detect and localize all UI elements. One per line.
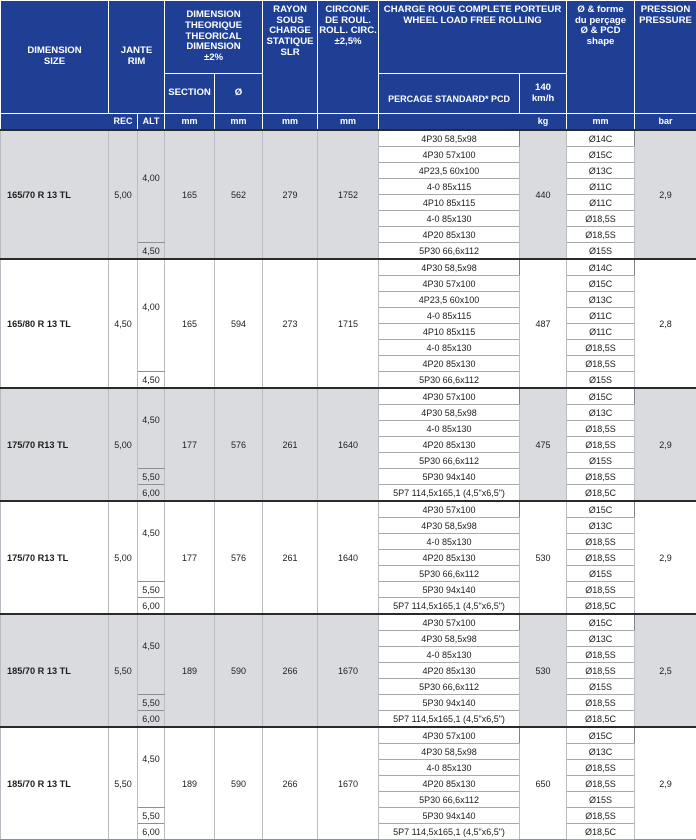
rim-alternative: 4,00 bbox=[138, 130, 165, 243]
unit-mm: mm bbox=[318, 114, 379, 131]
header-jante-rim: JANTE RIM bbox=[109, 1, 165, 114]
pcd-value: 5P7 114,5x165,1 (4,5"x6,5") bbox=[379, 711, 520, 728]
size-group bbox=[1, 388, 696, 501]
rim-alternative: 4,50 bbox=[138, 727, 165, 808]
pcd-shape: Ø11C bbox=[567, 179, 635, 195]
pcd-shape: Ø15S bbox=[567, 792, 635, 808]
rim-recommended: 4,50 bbox=[109, 259, 138, 388]
pcd-shape: Ø13C bbox=[567, 163, 635, 179]
pcd-value: 5P7 114,5x165,1 (4,5"x6,5") bbox=[379, 598, 520, 615]
rim-recommended: 5,50 bbox=[109, 614, 138, 727]
pressure-value: 2,9 bbox=[635, 130, 696, 259]
pcd-shape: Ø18,5S bbox=[567, 437, 635, 453]
pcd-shape: Ø11C bbox=[567, 324, 635, 340]
tire-size: 175/70 R13 TL bbox=[1, 388, 109, 501]
pcd-value: 5P30 66,6x112 bbox=[379, 372, 520, 389]
pcd-shape: Ø18,5C bbox=[567, 598, 635, 615]
overall-diameter: 594 bbox=[215, 259, 263, 388]
rim-alternative: 5,50 bbox=[138, 695, 165, 711]
pcd-value: 4P20 85x130 bbox=[379, 663, 520, 679]
pcd-shape: Ø18,5S bbox=[567, 582, 635, 598]
pcd-shape: Ø18,5S bbox=[567, 760, 635, 776]
rim-alternative: 4,50 bbox=[138, 243, 165, 260]
pcd-shape: Ø18,5S bbox=[567, 808, 635, 824]
table-row bbox=[1, 727, 696, 744]
rim-alternative: 4,50 bbox=[138, 388, 165, 469]
static-loaded-radius: 266 bbox=[263, 727, 318, 840]
pcd-shape: Ø11C bbox=[567, 195, 635, 211]
static-loaded-radius: 261 bbox=[263, 501, 318, 614]
pcd-shape: Ø18,5S bbox=[567, 211, 635, 227]
pcd-value: 5P30 94x140 bbox=[379, 469, 520, 485]
rim-recommended: 5,00 bbox=[109, 130, 138, 259]
size-group bbox=[1, 501, 696, 614]
pcd-shape: Ø18,5S bbox=[567, 469, 635, 485]
static-loaded-radius: 261 bbox=[263, 388, 318, 501]
size-group bbox=[1, 259, 696, 388]
pcd-shape: Ø18,5C bbox=[567, 711, 635, 728]
pressure-value: 2,8 bbox=[635, 259, 696, 388]
pcd-value: 4-0 85x130 bbox=[379, 211, 520, 227]
wheel-load: 487 bbox=[520, 259, 567, 388]
pcd-shape: Ø15C bbox=[567, 276, 635, 292]
tire-size: 165/70 R 13 TL bbox=[1, 130, 109, 259]
pcd-value: 5P30 66,6x112 bbox=[379, 792, 520, 808]
pressure-value: 2,9 bbox=[635, 727, 696, 840]
rim-recommended: 5,50 bbox=[109, 727, 138, 840]
static-loaded-radius: 266 bbox=[263, 614, 318, 727]
pcd-shape: Ø18,5S bbox=[567, 663, 635, 679]
pcd-value: 4P30 58,5x98 bbox=[379, 130, 520, 147]
rim-alternative: 6,00 bbox=[138, 485, 165, 502]
section-width: 165 bbox=[165, 259, 215, 388]
pcd-shape: Ø18,5S bbox=[567, 227, 635, 243]
pcd-value: 4P10 85x115 bbox=[379, 324, 520, 340]
pcd-shape: Ø15C bbox=[567, 727, 635, 744]
rolling-circumference: 1670 bbox=[318, 614, 379, 727]
pcd-value: 5P7 114,5x165,1 (4,5"x6,5") bbox=[379, 824, 520, 840]
wheel-load: 530 bbox=[520, 501, 567, 614]
rim-alternative: 4,00 bbox=[138, 259, 165, 372]
pcd-value: 5P30 66,6x112 bbox=[379, 453, 520, 469]
rim-alternative: 6,00 bbox=[138, 711, 165, 728]
pcd-value: 5P30 94x140 bbox=[379, 582, 520, 598]
tire-size: 165/80 R 13 TL bbox=[1, 259, 109, 388]
pcd-value: 4-0 85x115 bbox=[379, 179, 520, 195]
pcd-shape: Ø18,5S bbox=[567, 695, 635, 711]
rim-alternative: 4,50 bbox=[138, 372, 165, 389]
rim-alternative: 4,50 bbox=[138, 614, 165, 695]
pcd-value: 5P7 114,5x165,1 (4,5"x6,5") bbox=[379, 485, 520, 502]
pcd-shape: Ø18,5S bbox=[567, 647, 635, 663]
pcd-value: 5P30 66,6x112 bbox=[379, 679, 520, 695]
pcd-value: 4-0 85x130 bbox=[379, 340, 520, 356]
rim-recommended: 5,00 bbox=[109, 388, 138, 501]
table-row bbox=[1, 614, 696, 631]
pcd-shape: Ø13C bbox=[567, 744, 635, 760]
table-row bbox=[1, 130, 696, 147]
section-width: 189 bbox=[165, 614, 215, 727]
section-width: 165 bbox=[165, 130, 215, 259]
pcd-value: 4P30 58,5x98 bbox=[379, 631, 520, 647]
pressure-value: 2,9 bbox=[635, 388, 696, 501]
static-loaded-radius: 279 bbox=[263, 130, 318, 259]
pcd-shape: Ø15C bbox=[567, 147, 635, 163]
overall-diameter: 590 bbox=[215, 614, 263, 727]
pcd-shape: Ø14C bbox=[567, 259, 635, 276]
pcd-value: 4P30 58,5x98 bbox=[379, 518, 520, 534]
pcd-value: 4P30 57x100 bbox=[379, 388, 520, 405]
pcd-shape: Ø18,5S bbox=[567, 550, 635, 566]
pcd-shape: Ø18,5C bbox=[567, 824, 635, 840]
pcd-shape: Ø15C bbox=[567, 388, 635, 405]
section-width: 189 bbox=[165, 727, 215, 840]
unit-mm: mm bbox=[567, 114, 635, 131]
table-header bbox=[1, 1, 696, 131]
table-row bbox=[1, 388, 696, 405]
wheel-load: 650 bbox=[520, 727, 567, 840]
header-rayon-slr: RAYON SOUS CHARGE STATIQUE SLR bbox=[263, 1, 318, 114]
rim-recommended: 5,00 bbox=[109, 501, 138, 614]
pcd-value: 4P30 57x100 bbox=[379, 727, 520, 744]
header-theoretical-dimension: DIMENSION THEORIQUE THEORICAL DIMENSION ±2% bbox=[165, 1, 263, 74]
wheel-load: 475 bbox=[520, 388, 567, 501]
pcd-shape: Ø18,5S bbox=[567, 776, 635, 792]
size-group bbox=[1, 130, 696, 259]
pcd-shape: Ø13C bbox=[567, 518, 635, 534]
pressure-value: 2,5 bbox=[635, 614, 696, 727]
rim-alternative: 5,50 bbox=[138, 469, 165, 485]
pcd-shape: Ø18,5S bbox=[567, 421, 635, 437]
wheel-load: 440 bbox=[520, 130, 567, 259]
pcd-shape: Ø18,5S bbox=[567, 340, 635, 356]
unit-mm: mm bbox=[215, 114, 263, 131]
section-width: 177 bbox=[165, 388, 215, 501]
pcd-value: 4P23,5 60x100 bbox=[379, 163, 520, 179]
rolling-circumference: 1640 bbox=[318, 388, 379, 501]
pcd-shape: Ø13C bbox=[567, 631, 635, 647]
pcd-value: 4P20 85x130 bbox=[379, 550, 520, 566]
pcd-shape: Ø11C bbox=[567, 308, 635, 324]
tire-size: 175/70 R13 TL bbox=[1, 501, 109, 614]
pcd-value: 5P30 94x140 bbox=[379, 695, 520, 711]
tire-size: 185/70 R 13 TL bbox=[1, 727, 109, 840]
pcd-value: 4-0 85x130 bbox=[379, 534, 520, 550]
rim-alternative: 4,50 bbox=[138, 501, 165, 582]
overall-diameter: 576 bbox=[215, 388, 263, 501]
header-pcd-shape: Ø & forme du perçage Ø & PCD shape bbox=[567, 1, 635, 114]
pcd-value: 4P23,5 60x100 bbox=[379, 292, 520, 308]
pcd-value: 4P30 57x100 bbox=[379, 614, 520, 631]
overall-diameter: 562 bbox=[215, 130, 263, 259]
size-group bbox=[1, 614, 696, 727]
rim-alternative: 6,00 bbox=[138, 824, 165, 840]
header-pcd-standard: PERCAGE STANDARD* PCD bbox=[379, 74, 520, 114]
pcd-shape: Ø15C bbox=[567, 501, 635, 518]
pcd-value: 4P30 58,5x98 bbox=[379, 744, 520, 760]
pcd-shape: Ø15S bbox=[567, 679, 635, 695]
rolling-circumference: 1640 bbox=[318, 501, 379, 614]
rim-alternative: 6,00 bbox=[138, 598, 165, 615]
rolling-circumference: 1715 bbox=[318, 259, 379, 388]
pcd-value: 4P10 85x115 bbox=[379, 195, 520, 211]
wheel-load: 530 bbox=[520, 614, 567, 727]
header-speed: 140 km/h bbox=[520, 74, 567, 114]
pcd-value: 4-0 85x130 bbox=[379, 421, 520, 437]
pcd-value: 4P30 57x100 bbox=[379, 147, 520, 163]
pcd-shape: Ø14C bbox=[567, 130, 635, 147]
unit-mm: mm bbox=[165, 114, 215, 131]
tire-size: 185/70 R 13 TL bbox=[1, 614, 109, 727]
header-section: SECTION bbox=[165, 74, 215, 114]
pcd-value: 5P30 66,6x112 bbox=[379, 566, 520, 582]
pcd-value: 4P30 57x100 bbox=[379, 501, 520, 518]
pcd-shape: Ø13C bbox=[567, 292, 635, 308]
pcd-shape: Ø15S bbox=[567, 453, 635, 469]
pcd-shape: Ø15S bbox=[567, 243, 635, 260]
header-pressure: PRESSION PRESSURE bbox=[635, 1, 696, 114]
rim-alternative: 5,50 bbox=[138, 808, 165, 824]
pcd-value: 4P30 57x100 bbox=[379, 276, 520, 292]
pressure-value: 2,9 bbox=[635, 501, 696, 614]
unit-kg: kg bbox=[520, 114, 567, 131]
overall-diameter: 576 bbox=[215, 501, 263, 614]
header-rec: REC bbox=[109, 114, 138, 131]
unit-mm: mm bbox=[263, 114, 318, 131]
pcd-shape: Ø18,5S bbox=[567, 356, 635, 372]
pcd-value: 4-0 85x115 bbox=[379, 308, 520, 324]
pcd-value: 5P30 94x140 bbox=[379, 808, 520, 824]
overall-diameter: 590 bbox=[215, 727, 263, 840]
pcd-shape: Ø15C bbox=[567, 614, 635, 631]
pcd-value: 4P30 58,5x98 bbox=[379, 259, 520, 276]
pcd-shape: Ø18,5C bbox=[567, 485, 635, 502]
rim-alternative: 5,50 bbox=[138, 582, 165, 598]
header-diameter: Ø bbox=[215, 74, 263, 114]
rolling-circumference: 1670 bbox=[318, 727, 379, 840]
unit-bar: bar bbox=[635, 114, 696, 131]
pcd-shape: Ø15S bbox=[567, 372, 635, 389]
static-loaded-radius: 273 bbox=[263, 259, 318, 388]
pcd-value: 4-0 85x130 bbox=[379, 760, 520, 776]
pcd-value: 4P20 85x130 bbox=[379, 227, 520, 243]
pcd-shape: Ø13C bbox=[567, 405, 635, 421]
pcd-value: 4P20 85x130 bbox=[379, 356, 520, 372]
pcd-value: 4P20 85x130 bbox=[379, 437, 520, 453]
header-alt: ALT bbox=[138, 114, 165, 131]
pcd-value: 4-0 85x130 bbox=[379, 647, 520, 663]
header-circonference: CIRCONF. DE ROUL. ROLL. CIRC. ±2,5% bbox=[318, 1, 379, 114]
pcd-value: 4P20 85x130 bbox=[379, 776, 520, 792]
section-width: 177 bbox=[165, 501, 215, 614]
size-group bbox=[1, 727, 696, 840]
pcd-shape: Ø18,5S bbox=[567, 534, 635, 550]
table-row bbox=[1, 501, 696, 518]
pcd-value: 5P30 66,6x112 bbox=[379, 243, 520, 260]
pcd-shape: Ø15S bbox=[567, 566, 635, 582]
pcd-value: 4P30 58,5x98 bbox=[379, 405, 520, 421]
table-row bbox=[1, 259, 696, 276]
header-wheel-load: CHARGE ROUE COMPLETE PORTEUR WHEEL LOAD FREE ROLLING bbox=[379, 1, 567, 74]
rolling-circumference: 1752 bbox=[318, 130, 379, 259]
header-dimension-size: DIMENSION SIZE bbox=[1, 1, 109, 114]
